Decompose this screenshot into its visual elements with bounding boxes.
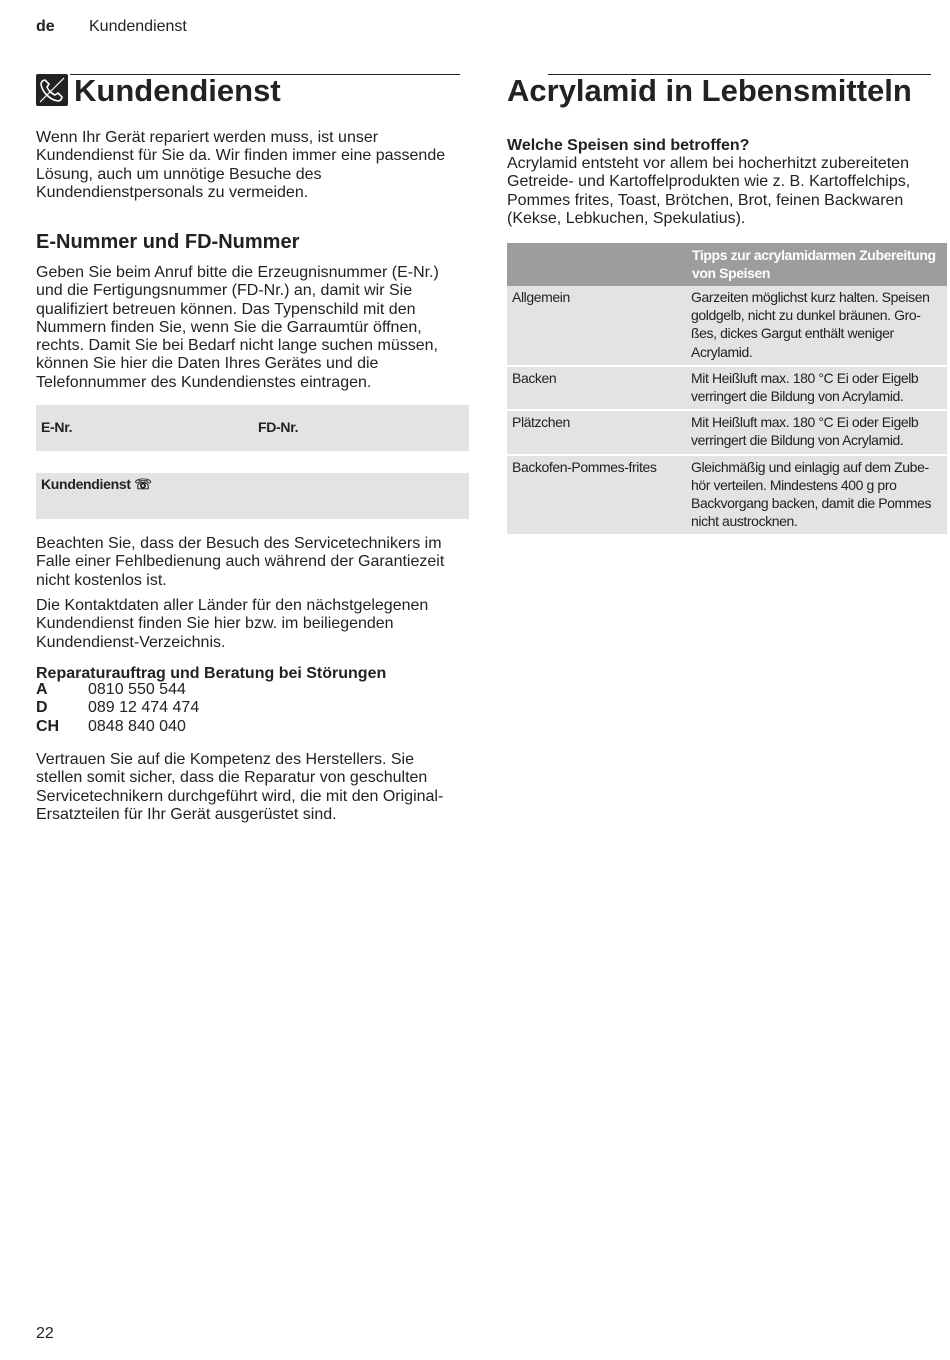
phone-row-a — [36, 681, 336, 699]
phone-number: 0810 550 544 — [88, 681, 186, 698]
header-language: de — [36, 18, 55, 35]
phone-number: 089 12 474 474 — [88, 699, 200, 716]
table-row — [507, 410, 947, 454]
note-warranty: Beachten Sie, dass der Besuch des Servicetechnikers im Falle einer Fehlbedienung auch während der Garantiezeit nicht kostenlos ist. — [36, 535, 445, 589]
table-cell-tip: Garzeiten möglichst kurz halten. Speisen goldgelb, nicht zu dunkel bräunen. Gro-ßes, dickes Gargut enthält weniger Acrylamid. — [691, 289, 930, 360]
repair-heading: Reparaturauftrag und Beratung bei Störungen — [36, 665, 387, 682]
table-cell-tip: Mit Heißluft max. 180 °C Ei oder Eigelb verringert die Bildung von Acrylamid. — [686, 410, 947, 454]
table-row — [507, 366, 947, 410]
table-cell-category: Plätzchen — [507, 410, 686, 454]
note-contacts: Die Kontaktdaten aller Länder für den nächstgelegenen Kundendienst finden Sie hier bzw. im beiliegenden Kundendienst-Verzeichnis. — [36, 597, 429, 651]
closing-text: Vertrauen Sie auf die Kompetenz des Herstellers. Sie stellen somit sicher, dass die Reparatur von geschulten Servicetechnikern durchgeführt wird, die mit den Original-Ersatzteilen für Ihr Gerät ausgerüstet sind. — [36, 751, 444, 823]
e-nr-label: E-Nr. — [41, 419, 73, 435]
table-cell-tip: Mit Heißluft max. 180 °C Ei oder Eigelb verringert die Bildung von Acrylamid. — [686, 366, 947, 410]
phone-icon — [36, 74, 68, 106]
country-code: D — [36, 699, 48, 716]
enr-heading: E-Nummer und FD-Nummer — [36, 231, 300, 253]
service-label: Kundendienst ☏ — [41, 476, 152, 492]
page-number: 22 — [36, 1325, 54, 1342]
table-cell-tip: Gleichmäßig und einlagig auf dem Zube-hör verteilen. Mindestens 400 g pro Backvorgang backen, damit die Pommes nicht austrocknen. — [686, 455, 947, 535]
table-header-row — [507, 243, 947, 286]
country-code: A — [36, 681, 48, 698]
phone-number: 0848 840 040 — [88, 718, 186, 735]
header-section: Kundendienst — [89, 18, 187, 35]
acrylamide-tips-table — [507, 243, 947, 534]
country-code: CH — [36, 718, 60, 735]
table-cell-category: Backen — [507, 366, 686, 410]
table-row — [507, 286, 947, 366]
intro-text: Wenn Ihr Gerät repariert werden muss, ist unser Kundendienst für Sie da. Wir finden immer eine passende Lösung, auch um unnötige Besuche des Kundendienstpersonals zu vermeiden. — [36, 129, 446, 201]
question-heading: Welche Speisen sind betroffen? — [507, 137, 750, 154]
page-title: Kundendienst — [74, 73, 281, 108]
device-number-box — [36, 405, 469, 451]
phone-row-ch — [36, 718, 336, 736]
enr-paragraph: Geben Sie beim Anruf bitte die Erzeugnisnummer (E-Nr.) und die Fertigungsnummer (FD-Nr.) an, damit wir Sie qualifiziert betreuen können. Das Typenschild mit den Nummern finden Sie, wenn Sie die Garraumtür öffnen, rechts. Damit Sie bei Bedarf nicht lange suchen müssen, können Sie hier die Daten Ihres Gerätes und die Telefonnummer des Kundendienstes eintragen. — [36, 264, 439, 391]
section-title: Acrylamid in Lebensmitteln — [507, 73, 912, 108]
phone-row-d — [36, 699, 336, 717]
table-cell-category: Backofen-Pommes-frites — [507, 455, 686, 535]
fd-nr-label: FD-Nr. — [258, 419, 299, 435]
answer-text: Acrylamid entsteht vor allem bei hocherhitzt zubereiteten Getreide- und Kartoffelprodukten wie z. B. Kartoffelchips, Pommes frites, Toast, Brötchen, Brot, feinen Backwaren (Kekse, Lebkuchen, Spekulatius). — [507, 155, 911, 227]
table-header-cell: Tipps zur acrylamidarmen Zubereitung von Speisen — [686, 243, 947, 286]
service-phone-box — [36, 473, 469, 519]
table-header-cell — [507, 243, 686, 286]
table-row — [507, 455, 947, 535]
table-cell-category: Allgemein — [512, 289, 570, 305]
